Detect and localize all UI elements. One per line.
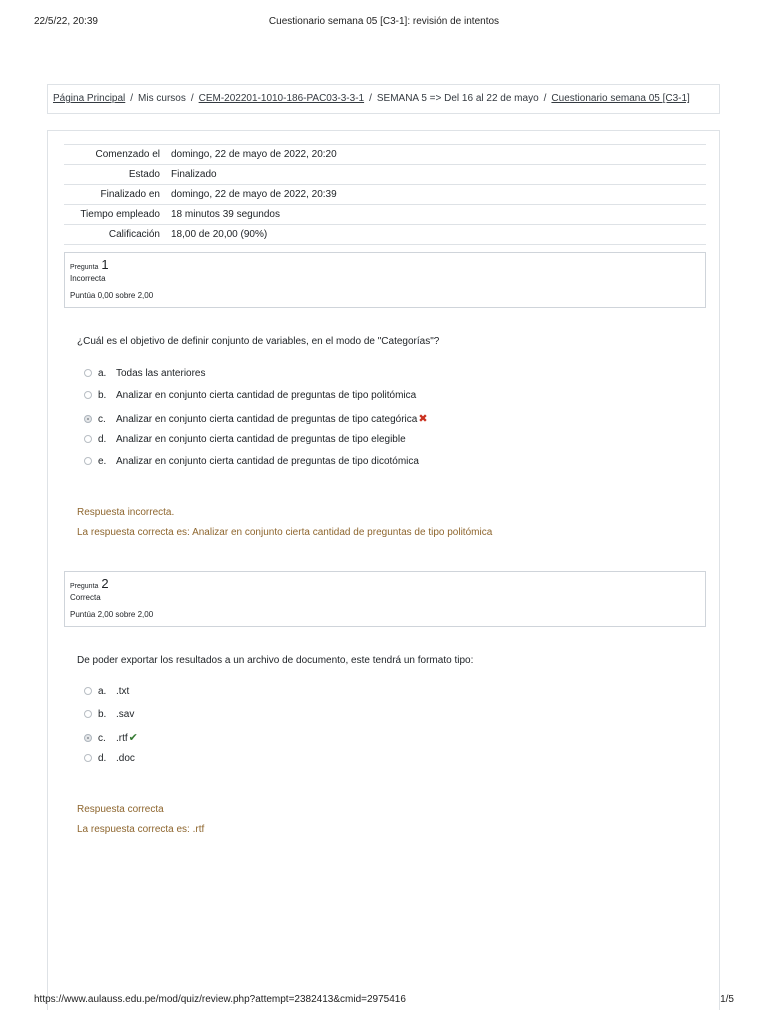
radio-button[interactable]: [84, 754, 92, 762]
summary-value: domingo, 22 de mayo de 2022, 20:39: [171, 189, 337, 200]
breadcrumb-separator: /: [190, 93, 194, 104]
question-2-info: [64, 571, 706, 627]
question-2-right-answer: La respuesta correcta es: .rtf: [77, 824, 205, 835]
answer-option-selected[interactable]: c. .rtf✔: [84, 731, 138, 745]
question-grade: Puntúa 0,00 sobre 2,00: [70, 291, 154, 300]
breadcrumb-separator: /: [369, 93, 372, 104]
radio-button-checked[interactable]: [84, 734, 92, 742]
radio-button[interactable]: [84, 435, 92, 443]
radio-button[interactable]: [84, 710, 92, 718]
question-state: Incorrecta: [70, 274, 106, 283]
correct-icon: ✔: [128, 732, 138, 744]
answer-option[interactable]: d. .doc: [84, 753, 135, 767]
summary-label: Calificación: [108, 229, 160, 240]
question-1-right-answer: La respuesta correcta es: Analizar en conjunto cierta cantidad de preguntas de tipo politómica: [77, 527, 493, 538]
breadcrumb-separator: /: [543, 93, 547, 104]
question-1-info: [64, 252, 706, 308]
breadcrumb: [47, 84, 720, 114]
answer-option-selected[interactable]: c. Analizar en conjunto cierta cantidad de preguntas de tipo categórica✖: [84, 412, 428, 426]
incorrect-icon: ✖: [418, 413, 428, 425]
answer-option[interactable]: b. Analizar en conjunto cierta cantidad de preguntas de tipo politómica: [84, 390, 416, 404]
answer-option[interactable]: a. Todas las anteriores: [84, 368, 206, 382]
print-title: Cuestionario semana 05 [C3-1]: revisión de intentos: [268, 16, 500, 27]
breadcrumb-course-link[interactable]: CEM-202201-1010-186-PAC03-3-3-1: [198, 93, 365, 104]
breadcrumb-my-courses: Mis cursos: [138, 93, 186, 104]
summary-value: 18,00 de 20,00 (90%): [171, 229, 268, 240]
answer-option[interactable]: d. Analizar en conjunto cierta cantidad de preguntas de tipo elegible: [84, 434, 406, 448]
answer-option[interactable]: e. Analizar en conjunto cierta cantidad de preguntas de tipo dicotómica: [84, 456, 419, 470]
question-1-text: ¿Cuál es el objetivo de definir conjunto de variables, en el modo de "Categorías"?: [77, 336, 440, 347]
print-header: [0, 16, 768, 30]
summary-row-time-taken: [64, 205, 706, 225]
summary-value: 18 minutos 39 segundos: [171, 209, 280, 220]
answer-option[interactable]: b. .sav: [84, 709, 134, 723]
summary-value: domingo, 22 de mayo de 2022, 20:20: [171, 149, 337, 160]
breadcrumb-home-link[interactable]: Página Principal: [53, 93, 126, 104]
summary-label: Tiempo empleado: [80, 209, 160, 220]
radio-button[interactable]: [84, 369, 92, 377]
radio-button[interactable]: [84, 391, 92, 399]
answer-option[interactable]: a. .txt: [84, 686, 129, 700]
attempt-summary-table: [64, 144, 706, 245]
question-state: Correcta: [70, 593, 101, 602]
print-datetime: 22/5/22, 20:39: [34, 16, 98, 27]
summary-row-grade: [64, 225, 706, 245]
summary-label: Finalizado en: [100, 189, 160, 200]
breadcrumb-separator: /: [130, 93, 134, 104]
summary-row-state: [64, 165, 706, 185]
summary-row-finished: [64, 185, 706, 205]
summary-label: Comenzado el: [95, 149, 160, 160]
radio-button-checked[interactable]: [84, 415, 92, 423]
breadcrumb-section: SEMANA 5 => Del 16 al 22 de mayo: [376, 93, 539, 104]
question-1-feedback: Respuesta incorrecta.: [77, 507, 175, 518]
question-2-text: De poder exportar los resultados a un archivo de documento, este tendrá un formato tipo:: [77, 655, 474, 666]
print-footer: [0, 994, 768, 1008]
radio-button[interactable]: [84, 457, 92, 465]
question-grade: Puntúa 2,00 sobre 2,00: [70, 610, 154, 619]
summary-row-started: [64, 145, 706, 165]
question-number: Pregunta 2: [70, 576, 109, 591]
breadcrumb-quiz-link[interactable]: Cuestionario semana 05 [C3-1]: [551, 93, 690, 104]
summary-value: Finalizado: [171, 169, 217, 180]
print-page-number: 1/5: [720, 994, 734, 1005]
print-url: https://www.aulauss.edu.pe/mod/quiz/review.php?attempt=2382413&cmid=2975416: [34, 994, 406, 1005]
question-number: Pregunta 1: [70, 257, 109, 272]
summary-label: Estado: [128, 169, 160, 180]
question-2-feedback: Respuesta correcta: [77, 804, 164, 815]
radio-button[interactable]: [84, 687, 92, 695]
